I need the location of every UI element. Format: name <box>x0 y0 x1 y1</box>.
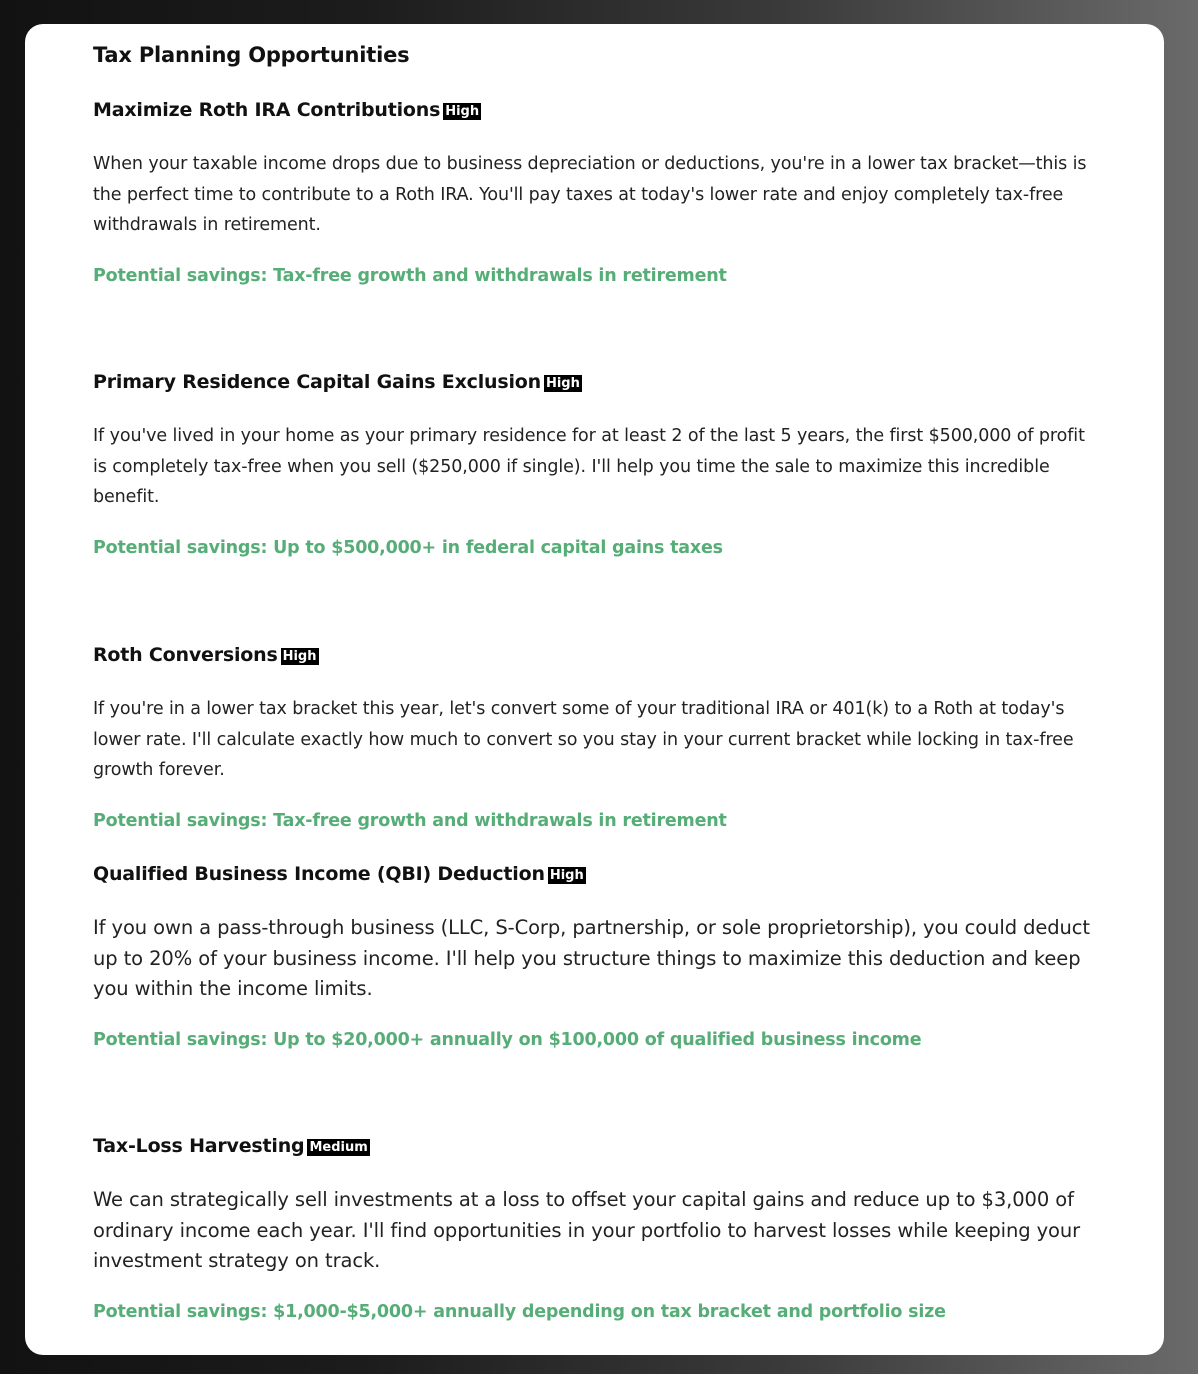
opportunity-item <box>93 642 1093 834</box>
opportunity-title <box>93 1133 1093 1159</box>
priority-badge: High <box>445 104 480 119</box>
priority-badge: High <box>545 376 580 391</box>
opportunity-savings: Potential savings: Up to $20,000+ annually on $100,000 of qualified business income <box>93 1029 922 1050</box>
opportunity-savings: Potential savings: Tax-free growth and withdrawals in retirement <box>93 810 727 831</box>
page-title: Tax Planning Opportunities <box>93 43 410 67</box>
priority-badge: High <box>282 649 317 664</box>
opportunity-savings: Potential savings: $1,000-$5,000+ annually depending on tax bracket and portfolio size <box>93 1301 946 1322</box>
opportunity-title-text: Roth Conversions <box>93 644 278 666</box>
opportunity-title <box>93 861 1093 887</box>
opportunity-title-text: Maximize Roth IRA Contributions <box>93 99 441 121</box>
opportunity-item <box>93 369 1093 561</box>
opportunity-item <box>93 1133 1093 1325</box>
opportunity-item <box>93 97 1093 289</box>
opportunity-description: We can strategically sell investments at a loss to offset your capital gains and reduce up to $3,000 of ordinary income each year. I'll find opportunities in your portfolio to harvest losses while keeping your investment strategy on track. <box>93 1188 1081 1272</box>
opportunity-title-text: Tax-Loss Harvesting <box>93 1135 305 1157</box>
priority-badge: High <box>549 868 584 883</box>
opportunity-description: If you're in a lower tax bracket this year, let's convert some of your traditional IRA or 401(k) to a Roth at today's lower rate. I'll calculate exactly how much to convert so you stay in your current bracket while locking in tax-free growth forever. <box>93 699 1074 780</box>
opportunity-item <box>93 861 1093 1053</box>
opportunity-title-text: Qualified Business Income (QBI) Deduction <box>93 863 545 885</box>
content-card <box>25 24 1164 1355</box>
opportunity-title-text: Primary Residence Capital Gains Exclusion <box>93 371 541 393</box>
priority-badge: Medium <box>309 1140 368 1155</box>
opportunity-savings: Potential savings: Up to $500,000+ in federal capital gains taxes <box>93 537 723 558</box>
opportunity-description: If you've lived in your home as your primary residence for at least 2 of the last 5 years, the first $500,000 of profit is completely tax-free when you sell ($250,000 if single). I'll help you time the sale to maximize this incredible benefit. <box>93 426 1085 507</box>
opportunity-description: If you own a pass-through business (LLC, S-Corp, partnership, or sole proprietorship), you could deduct up to 20% of your business income. I'll help you structure things to maximize this deduction and keep you within the income limits. <box>93 916 1090 1000</box>
opportunity-description: When your taxable income drops due to business depreciation or deductions, you're in a lower tax bracket—this is the perfect time to contribute to a Roth IRA. You'll pay taxes at today's lower rate and enjoy completely tax-free withdrawals in retirement. <box>93 154 1087 235</box>
opportunity-savings: Potential savings: Tax-free growth and withdrawals in retirement <box>93 265 727 286</box>
opportunity-title <box>93 642 1093 668</box>
opportunity-title <box>93 97 1093 123</box>
opportunity-title <box>93 369 1093 395</box>
